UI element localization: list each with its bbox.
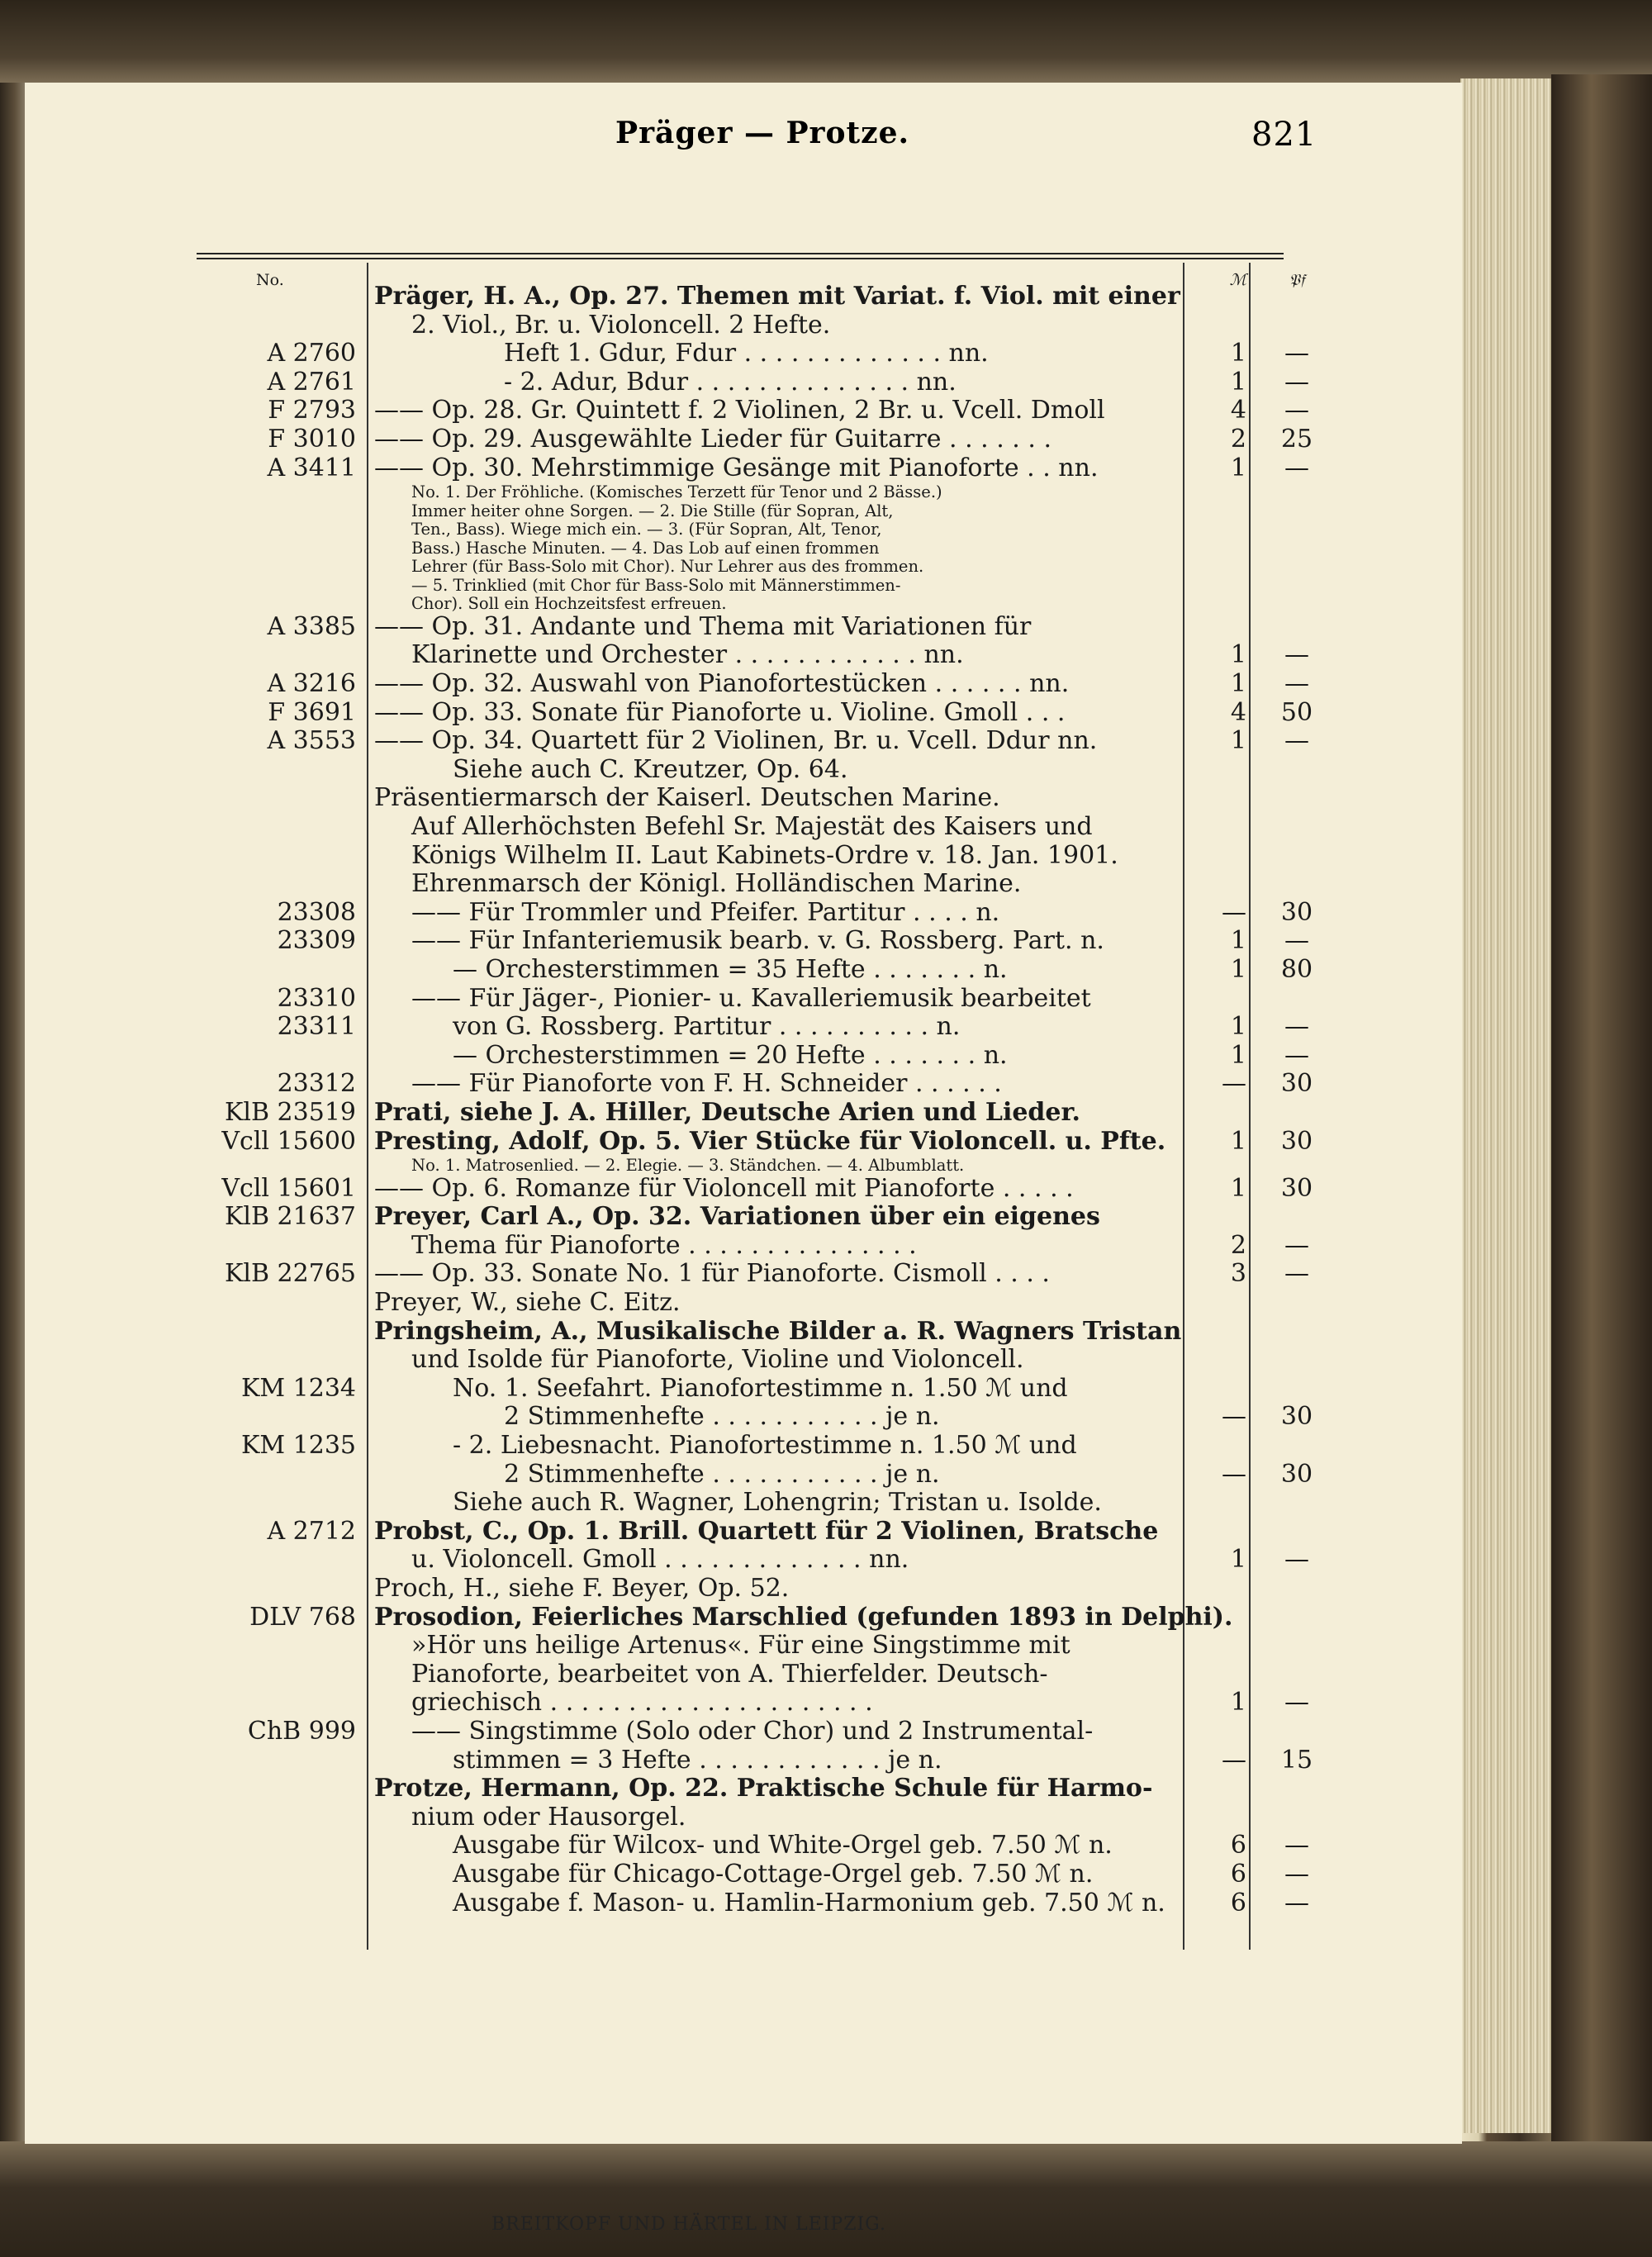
book-cover-edge [1551, 74, 1652, 2141]
catalog-line [195, 453, 1309, 482]
catalog-line [195, 339, 1309, 368]
catalog-line [195, 367, 1309, 397]
entry-text: —— Op. 34. Quartett für 2 Violinen, Br. u. Vcell. Ddur nn. [374, 726, 1098, 756]
catalog-number: DLV 768 [249, 1602, 356, 1632]
price-mark: 1 [1230, 926, 1246, 956]
price-pfennig: — [1284, 453, 1309, 482]
price-pfennig: — [1284, 668, 1309, 698]
column-header-number: No. [256, 271, 284, 289]
entry-text: —— Op. 28. Gr. Quintett f. 2 Violinen, 2 Br. u. Vcell. Dmoll [374, 396, 1105, 425]
entry-text: — Orchesterstimmen = 35 Hefte . . . . . . . n. [453, 954, 1008, 984]
entry-text: Chor). Soll ein Hochzeitsfest erfreuen. [411, 594, 727, 614]
catalog-line [195, 557, 1294, 577]
price-pfennig: — [1284, 1040, 1309, 1070]
entry-text: Pringsheim, A., Musikalische Bilder a. R. Wagners Tristan [374, 1316, 1182, 1346]
price-mark: 1 [1230, 1688, 1246, 1718]
catalog-line [195, 1688, 1309, 1718]
entry-text: Probst, C., Op. 1. Brill. Quartett für 2 Violinen, Bratsche [374, 1516, 1159, 1546]
entry-text: —— Op. 29. Ausgewählte Lieder für Guitarre . . . . . . . [374, 425, 1051, 454]
catalog-number: Vcll 15601 [221, 1173, 356, 1203]
catalog-number: Vcll 15600 [221, 1126, 356, 1156]
catalog-line [195, 640, 1309, 670]
catalog-number: 23312 [277, 1069, 356, 1099]
catalog-number: A 3385 [267, 611, 356, 641]
price-mark: — [1222, 1745, 1246, 1775]
catalog-line [195, 1069, 1313, 1099]
catalog-line [195, 1230, 1309, 1260]
entry-text: 2 Stimmenhefte . . . . . . . . . . . je n. [504, 1459, 940, 1489]
entry-text: Pianoforte, bearbeitet von A. Thierfelder. Deutsch- [411, 1659, 1048, 1689]
entry-text: No. 1. Seefahrt. Pianofortestimme n. 1.50 ℳ und [453, 1373, 1068, 1403]
entry-text: —— Für Jäger-, Pionier- u. Kavalleriemusik bearbeitet [411, 983, 1091, 1013]
catalog-line [195, 1545, 1309, 1575]
catalog-line [195, 1156, 1294, 1176]
catalog-number: A 2712 [267, 1516, 356, 1546]
entry-text: stimmen = 3 Hefte . . . . . . . . . . . . je n. [453, 1745, 942, 1775]
catalog-number: A 3411 [267, 453, 356, 482]
catalog-line [195, 1012, 1309, 1042]
catalog-number: KlB 22765 [224, 1259, 356, 1289]
price-mark: 1 [1230, 1545, 1246, 1575]
price-mark: 2 [1230, 1230, 1246, 1260]
price-pfennig: — [1284, 396, 1309, 425]
price-pfennig: 30 [1280, 1069, 1313, 1099]
publisher-footer: BREITKOPF UND HÄRTEL IN LEIPZIG. [491, 2214, 886, 2235]
entry-text: —— Singstimme (Solo oder Chor) und 2 Instrumental- [411, 1717, 1094, 1746]
catalog-number: KM 1235 [240, 1431, 356, 1460]
catalog-line [195, 1888, 1309, 1917]
entry-text: Presting, Adolf, Op. 5. Vier Stücke für Violoncell. u. Pfte. [374, 1126, 1166, 1156]
catalog-line [195, 784, 1294, 812]
entry-text: nium oder Hausorgel. [411, 1802, 686, 1832]
catalog-number: F 3691 [268, 697, 356, 727]
entry-text: Ehrenmarsch der Königl. Holländischen Marine. [411, 869, 1022, 899]
entry-text: Königs Wilhelm II. Laut Kabinets-Ordre v. 18. Jan. 1901. [411, 840, 1118, 870]
price-mark: — [1222, 1069, 1246, 1099]
price-mark: 1 [1230, 668, 1246, 698]
price-pfennig: 30 [1280, 1126, 1313, 1156]
catalog-line [195, 870, 1294, 898]
price-pfennig: — [1284, 1860, 1309, 1889]
price-mark: — [1222, 1459, 1246, 1489]
catalog-line [195, 1831, 1309, 1860]
catalog-line [195, 1259, 1309, 1289]
entry-text: griechisch . . . . . . . . . . . . . . . . . . . . . [411, 1688, 873, 1718]
entry-text: —— Op. 31. Andante und Thema mit Variationen für [374, 611, 1032, 641]
price-pfennig: 25 [1280, 425, 1313, 454]
price-mark: 6 [1230, 1831, 1246, 1860]
entry-text: 2 Stimmenhefte . . . . . . . . . . . je n. [504, 1402, 940, 1432]
price-pfennig: — [1284, 1688, 1309, 1718]
entry-text: — 5. Trinklied (mit Chor für Bass-Solo mit Männerstimmen- [411, 575, 901, 595]
catalog-number: KlB 23519 [224, 1097, 356, 1127]
price-pfennig: — [1284, 339, 1309, 368]
price-mark: 1 [1230, 453, 1246, 482]
entry-text: Siehe auch C. Kreutzer, Op. 64. [453, 754, 848, 784]
entry-text: Preyer, Carl A., Op. 32. Variationen über ein eigenes [374, 1202, 1100, 1232]
price-pfennig: — [1284, 1259, 1309, 1289]
entry-text: »Hör uns heilige Artenus«. Für eine Singstimme mit [411, 1631, 1070, 1661]
price-mark: 1 [1230, 1040, 1246, 1070]
entry-text: Siehe auch R. Wagner, Lohengrin; Tristan u. Isolde. [453, 1488, 1102, 1518]
catalog-line [195, 425, 1313, 454]
price-mark: 1 [1230, 339, 1246, 368]
price-pfennig: — [1284, 1888, 1309, 1917]
catalog-line [195, 1459, 1313, 1489]
price-mark: 1 [1230, 1012, 1246, 1042]
entry-text: Präsentiermarsch der Kaiserl. Deutschen Marine. [374, 783, 1000, 813]
entry-text: —— Für Pianoforte von F. H. Schneider . . . . . . [411, 1069, 1002, 1099]
price-pfennig: — [1284, 1831, 1309, 1860]
entry-text: Ausgabe für Chicago-Cottage-Orgel geb. 7.50 ℳ n. [453, 1860, 1094, 1889]
catalog-number: A 3553 [267, 726, 356, 756]
catalog-line [195, 613, 1294, 641]
catalog-line [195, 1860, 1309, 1889]
catalog-line [195, 813, 1294, 841]
catalog-line [195, 1289, 1294, 1317]
price-mark: 1 [1230, 726, 1246, 756]
entry-text: Ten., Bass). Wiege mich ein. — 3. (Für Sopran, Alt, Tenor, [411, 520, 882, 539]
catalog-line [195, 539, 1294, 558]
catalog-line [195, 1318, 1294, 1346]
header-rule-bottom [197, 258, 1284, 259]
catalog-line [195, 1402, 1313, 1432]
catalog-line [195, 1432, 1294, 1460]
catalog-line [195, 1126, 1313, 1156]
catalog-line [195, 1203, 1294, 1231]
catalog-line [195, 1489, 1294, 1517]
catalog-line [195, 756, 1294, 784]
catalog-line [195, 926, 1309, 956]
catalog-line [195, 697, 1313, 727]
catalog-line [195, 726, 1309, 756]
catalog-line [195, 1604, 1294, 1632]
catalog-number: F 2793 [268, 396, 356, 425]
catalog-number: 23308 [277, 897, 356, 927]
catalog-line [195, 1575, 1294, 1603]
price-mark: — [1222, 1402, 1246, 1432]
entry-text: —— Op. 30. Mehrstimmige Gesänge mit Pianoforte . . nn. [374, 453, 1099, 482]
catalog-line [195, 482, 1294, 502]
entry-text: Ausgabe f. Mason- u. Hamlin-Harmonium geb. 7.50 ℳ n. [453, 1888, 1165, 1917]
price-mark: 3 [1230, 1259, 1246, 1289]
entry-text: Auf Allerhöchsten Befehl Sr. Majestät des Kaisers und [411, 811, 1093, 841]
entry-text: Immer heiter ohne Sorgen. — 2. Die Stille (für Sopran, Alt, [411, 501, 894, 520]
catalog-number: 23309 [277, 926, 356, 956]
price-pfennig: 80 [1280, 954, 1313, 984]
price-pfennig: 15 [1280, 1745, 1313, 1775]
price-pfennig: 30 [1280, 897, 1313, 927]
catalog-line [195, 520, 1294, 539]
entry-text: Prati, siehe J. A. Hiller, Deutsche Arien und Lieder. [374, 1097, 1080, 1127]
entry-text: - 2. Liebesnacht. Pianofortestimme n. 1.50 ℳ und [453, 1431, 1077, 1460]
catalog-line [195, 1173, 1313, 1203]
price-mark: 1 [1230, 1173, 1246, 1203]
catalog-number: A 2760 [267, 339, 356, 368]
entry-text: Präger, H. A., Op. 27. Themen mit Variat. f. Viol. mit einer [374, 282, 1180, 311]
column-header-mark: ℳ [1229, 271, 1246, 289]
entry-text: Proch, H., siehe F. Beyer, Op. 52. [374, 1574, 790, 1603]
price-mark: 1 [1230, 954, 1246, 984]
entry-text: —— Op. 33. Sonate No. 1 für Pianoforte. Cismoll . . . . [374, 1259, 1050, 1289]
catalog-line [195, 1346, 1294, 1374]
book-page-edges [1460, 78, 1551, 2133]
catalog-number: KM 1234 [240, 1373, 356, 1403]
catalog-line [195, 594, 1294, 614]
catalog-line [195, 283, 1294, 311]
entry-text: Ausgabe für Wilcox- und White-Orgel geb. 7.50 ℳ n. [453, 1831, 1113, 1860]
catalog-line [195, 985, 1294, 1013]
entry-text: —— Op. 32. Auswahl von Pianofortestücken . . . . . . nn. [374, 668, 1070, 698]
catalog-number: F 3010 [268, 425, 356, 454]
entry-text: —— Für Trommler und Pfeifer. Partitur . . . . n. [411, 897, 1000, 927]
price-mark: 6 [1230, 1860, 1246, 1889]
page-number: 821 [1251, 116, 1317, 154]
entry-text: Lehrer (für Bass-Solo mit Chor). Nur Lehrer aus des frommen. [411, 557, 924, 577]
running-header: Präger — Protze. [615, 116, 910, 150]
price-mark: 4 [1230, 396, 1246, 425]
catalog-line [195, 954, 1313, 984]
price-pfennig: — [1284, 726, 1309, 756]
price-mark: — [1222, 897, 1246, 927]
entry-text: —— Für Infanteriemusik bearb. v. G. Rossberg. Part. n. [411, 926, 1104, 956]
catalog-line [195, 842, 1294, 870]
entry-text: Prosodion, Feierliches Marschlied (gefunden 1893 in Delphi). [374, 1602, 1233, 1632]
catalog-number: A 2761 [267, 367, 356, 397]
entry-text: u. Violoncell. Gmoll . . . . . . . . . . . . . nn. [411, 1545, 909, 1575]
catalog-line [195, 1375, 1294, 1403]
entry-text: Bass.) Hasche Minuten. — 4. Das Lob auf einen frommen [411, 538, 880, 558]
header-rule-top [197, 253, 1284, 254]
catalog-line [195, 396, 1309, 425]
catalog-number: KlB 21637 [224, 1202, 356, 1232]
price-mark: 1 [1230, 367, 1246, 397]
price-pfennig: 50 [1280, 697, 1313, 727]
price-pfennig: — [1284, 367, 1309, 397]
catalog-number: 23311 [277, 1012, 356, 1042]
catalog-line [195, 1040, 1309, 1070]
catalog-number: 23310 [277, 983, 356, 1013]
price-pfennig: — [1284, 1545, 1309, 1575]
catalog-line [195, 501, 1294, 521]
entry-text: von G. Rossberg. Partitur . . . . . . . . . . n. [453, 1012, 961, 1042]
entry-text: Preyer, W., siehe C. Eitz. [374, 1288, 681, 1317]
catalog-line [195, 1099, 1294, 1127]
price-pfennig: — [1284, 1230, 1309, 1260]
entry-text: —— Op. 33. Sonate für Pianoforte u. Violine. Gmoll . . . [374, 697, 1066, 727]
scan-bottom-border [0, 2141, 1652, 2257]
catalog-line [195, 668, 1309, 698]
price-pfennig: — [1284, 1012, 1309, 1042]
price-mark: 1 [1230, 640, 1246, 670]
catalog-line [195, 576, 1294, 596]
catalog-line [195, 1661, 1294, 1689]
catalog-line [195, 1745, 1313, 1775]
entry-text: —— Op. 6. Romanze für Violoncell mit Pianoforte . . . . . [374, 1173, 1074, 1203]
entry-text: - 2. Adur, Bdur . . . . . . . . . . . . . . nn. [504, 367, 957, 397]
entry-text: Klarinette und Orchester . . . . . . . . . . . . nn. [411, 640, 964, 670]
entry-text: Thema für Pianoforte . . . . . . . . . . . . . . . [411, 1230, 917, 1260]
catalog-line [195, 311, 1294, 340]
entry-text: Protze, Hermann, Op. 22. Praktische Schule für Harmo- [374, 1774, 1153, 1803]
price-pfennig: 30 [1280, 1459, 1313, 1489]
price-mark: 1 [1230, 1126, 1246, 1156]
catalog-line [195, 1775, 1294, 1803]
price-pfennig: — [1284, 926, 1309, 956]
entry-text: No. 1. Matrosenlied. — 2. Elegie. — 3. Ständchen. — 4. Albumblatt. [411, 1156, 965, 1176]
entry-text: Heft 1. Gdur, Fdur . . . . . . . . . . . . . nn. [504, 339, 989, 368]
catalog-line [195, 1518, 1294, 1546]
price-mark: 2 [1230, 425, 1246, 454]
price-pfennig: — [1284, 640, 1309, 670]
price-pfennig: 30 [1280, 1173, 1313, 1203]
catalog-line [195, 1803, 1294, 1832]
entry-text: und Isolde für Pianoforte, Violine und Violoncell. [411, 1345, 1024, 1375]
scan-top-border [0, 0, 1652, 83]
catalog-line [195, 1718, 1294, 1746]
price-mark: 6 [1230, 1888, 1246, 1917]
catalog-number: ChB 999 [247, 1717, 356, 1746]
catalog-line [195, 897, 1313, 927]
price-mark: 4 [1230, 697, 1246, 727]
column-header-pfennig: 𝔓𝔣 [1289, 271, 1305, 289]
entry-text: 2. Viol., Br. u. Violoncell. 2 Hefte. [411, 310, 831, 340]
catalog-line [195, 1632, 1294, 1660]
entry-text: — Orchesterstimmen = 20 Hefte . . . . . . . n. [453, 1040, 1008, 1070]
entry-text: No. 1. Der Fröhliche. (Komisches Terzett für Tenor und 2 Bässe.) [411, 482, 942, 502]
price-pfennig: 30 [1280, 1402, 1313, 1432]
catalog-number: A 3216 [267, 668, 356, 698]
